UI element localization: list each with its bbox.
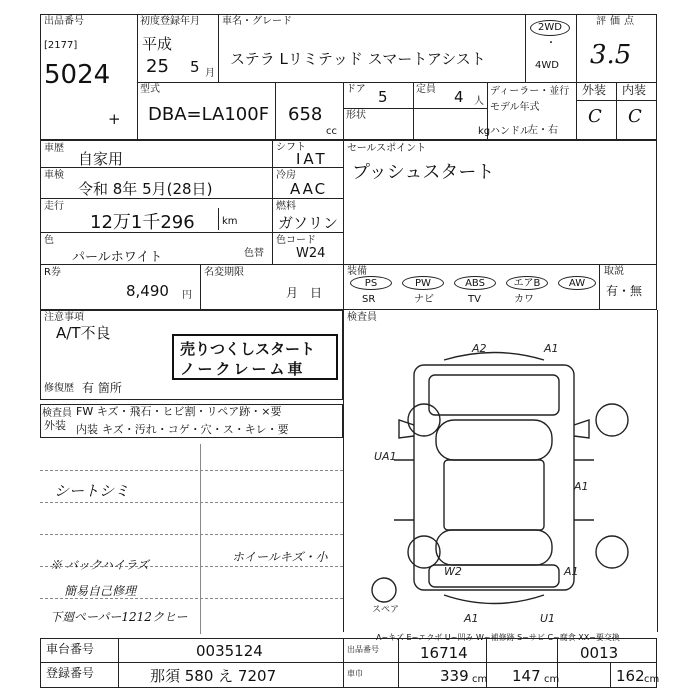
- stamp-line1: 売りつくしスタート: [180, 340, 316, 358]
- equip-leather: カワ: [514, 294, 534, 305]
- exterior-score: C: [588, 106, 602, 127]
- equip-tv: TV: [468, 294, 481, 305]
- sales-point: プッシュスタート: [352, 162, 495, 183]
- car-name: ステラ Lリミテッド スマートアシスト: [230, 50, 486, 68]
- door-label: ドア: [346, 84, 366, 95]
- cc-unit: cc: [326, 126, 337, 137]
- equip-airbag: エアB: [506, 276, 548, 290]
- recycle: 8,490: [126, 282, 169, 300]
- reg-month: 5: [190, 58, 200, 76]
- equipment-label: 装備: [347, 266, 367, 277]
- handwritten-note-1: シートシミ: [54, 482, 130, 500]
- equip-abs: ABS: [454, 276, 496, 290]
- shift-label: シフト: [276, 142, 306, 153]
- handwritten-note-5: ホイールキズ・小: [232, 550, 328, 564]
- recycle-label: R券: [44, 267, 61, 278]
- name-change-label: 名変期限: [204, 267, 244, 278]
- height-unit: cm: [544, 674, 560, 685]
- defect-note: A/T不良: [56, 324, 111, 342]
- recycle-unit: 円: [182, 290, 192, 301]
- sales-point-label: セールスポイント: [347, 143, 427, 154]
- color-label: 色: [44, 235, 54, 246]
- chassis-label: 車台番号: [46, 642, 95, 656]
- ac-label: 冷房: [276, 170, 296, 181]
- capacity: 4: [454, 88, 464, 106]
- spare-label: スペア: [372, 605, 400, 615]
- equip-navi: ナビ: [414, 294, 434, 305]
- exterior-score-label: 外装: [582, 83, 607, 97]
- repair-value: 有 箇所: [82, 381, 122, 395]
- mileage-label: 走行: [44, 201, 64, 212]
- score-label: 評価点: [596, 16, 638, 27]
- diagram-legend: A~キズ E~エクボ U~凹み W~補修跡 S~サビ C~腐食 XX~要交換: [376, 633, 620, 642]
- shift: IAT: [296, 150, 328, 168]
- capacity-unit: 人: [474, 96, 484, 107]
- colorcode: W24: [296, 246, 326, 261]
- repair-label: 修復歴: [44, 383, 74, 394]
- handle-label: ハンドル: [490, 126, 530, 137]
- code: 16714: [420, 644, 468, 662]
- equip-sr: SR: [362, 294, 376, 305]
- inspection: 令和 8年 5月(28日): [78, 180, 213, 198]
- car-inspection-diagram: [344, 320, 656, 632]
- fuel-label: 燃料: [276, 201, 296, 212]
- length: 162: [616, 667, 645, 685]
- lot-code: [2177]: [44, 40, 78, 51]
- model-label: 型式: [140, 84, 160, 95]
- drive-dot: ・: [546, 38, 556, 49]
- notes-label: 注意事項: [44, 312, 84, 323]
- name-change-unit: 月 日: [286, 286, 323, 300]
- plus-mark: +: [108, 110, 121, 128]
- interior-score: C: [628, 106, 642, 127]
- width-unit: cm: [472, 674, 488, 685]
- color: パールホワイト: [72, 250, 163, 265]
- use: 自家用: [78, 150, 124, 168]
- handwritten-note-3: 簡易自己修理: [64, 584, 137, 598]
- manual-value: 有・無: [606, 284, 643, 298]
- exterior-items: FW キズ・飛石・ヒビ割・リペア跡・×要: [76, 405, 282, 418]
- model: DBA=LA100F: [148, 104, 270, 125]
- ac: AAC: [290, 180, 328, 198]
- width: 339: [440, 667, 469, 685]
- equip-aw: AW: [558, 276, 596, 290]
- width-label: 車巾: [347, 669, 363, 678]
- car-name-label: 車名・グレード: [222, 16, 292, 27]
- plate: 那須 580 え 7207: [150, 667, 277, 685]
- lot-number: 5024: [44, 60, 111, 90]
- length-unit: cm: [644, 674, 660, 685]
- colorcode-label: 色コード: [276, 235, 316, 246]
- mileage-unit: km: [222, 216, 238, 227]
- shape-label: 形状: [346, 110, 366, 121]
- chassis: 0035124: [196, 642, 263, 660]
- diagram-label-a2: A2: [472, 342, 487, 355]
- interior-score-label: 内装: [622, 83, 647, 97]
- interior-items: キズ・汚れ・コゲ・穴・ス・キレ・要: [102, 423, 289, 436]
- diagram-label-a1-right: A1: [574, 480, 589, 493]
- height: 147: [512, 667, 541, 685]
- no-claim-stamp: [172, 334, 338, 380]
- lot-label: 出品番号: [44, 16, 84, 27]
- reg-label: 初度登録年月: [140, 16, 200, 27]
- diagram-label: 検査員: [347, 312, 377, 323]
- dealer-label: ディーラー・並行: [490, 86, 570, 97]
- code2: 0013: [580, 644, 619, 662]
- diagram-label-u1: U1: [540, 612, 556, 625]
- exterior-items-label: 外装: [44, 419, 66, 432]
- diagram-label-a1-bottom: A1: [464, 612, 479, 625]
- model-year-label: モデル年式: [490, 102, 540, 113]
- doors: 5: [378, 88, 388, 106]
- handwritten-note-4: 下廻ペーパー1212クヒー: [50, 610, 188, 624]
- diagram-label-a1-lower: A1: [564, 565, 579, 578]
- diagram-label-w2: W2: [444, 565, 462, 578]
- weight-unit: kg: [478, 126, 491, 137]
- mileage: 12万1千296: [90, 212, 195, 233]
- cap-label: 定員: [416, 84, 436, 95]
- handle-value: 左・右: [528, 125, 558, 136]
- reg-era: 平成: [142, 35, 173, 53]
- plate-label: 登録番号: [46, 666, 95, 680]
- handwritten-note-2: ※ バックハイラズ: [50, 558, 149, 572]
- cc-value: 658: [288, 104, 323, 125]
- reg-month-unit: 月: [205, 68, 215, 79]
- interior-items-label: 内装: [76, 423, 98, 436]
- diagram-label-ua1: UA1: [374, 450, 397, 463]
- drive-4wd: 4WD: [535, 60, 559, 71]
- reg-year: 25: [146, 56, 169, 77]
- diagram-label-a1-top: A1: [544, 342, 559, 355]
- equip-ps: PS: [350, 276, 392, 290]
- stamp-line2: ノークレーム車: [180, 360, 306, 378]
- manual-label: 取説: [604, 266, 624, 277]
- equip-pw: PW: [402, 276, 444, 290]
- color-change-label: 色替: [244, 248, 264, 259]
- inspector-label: 検査員: [42, 408, 72, 419]
- inspection-label: 車検: [44, 170, 64, 181]
- score-value: 3.5: [590, 40, 632, 70]
- use-label: 車歴: [44, 143, 64, 154]
- drive-2wd: 2WD: [530, 20, 570, 36]
- code-label: 出品番号: [347, 645, 379, 654]
- fuel: ガソリン: [278, 214, 339, 232]
